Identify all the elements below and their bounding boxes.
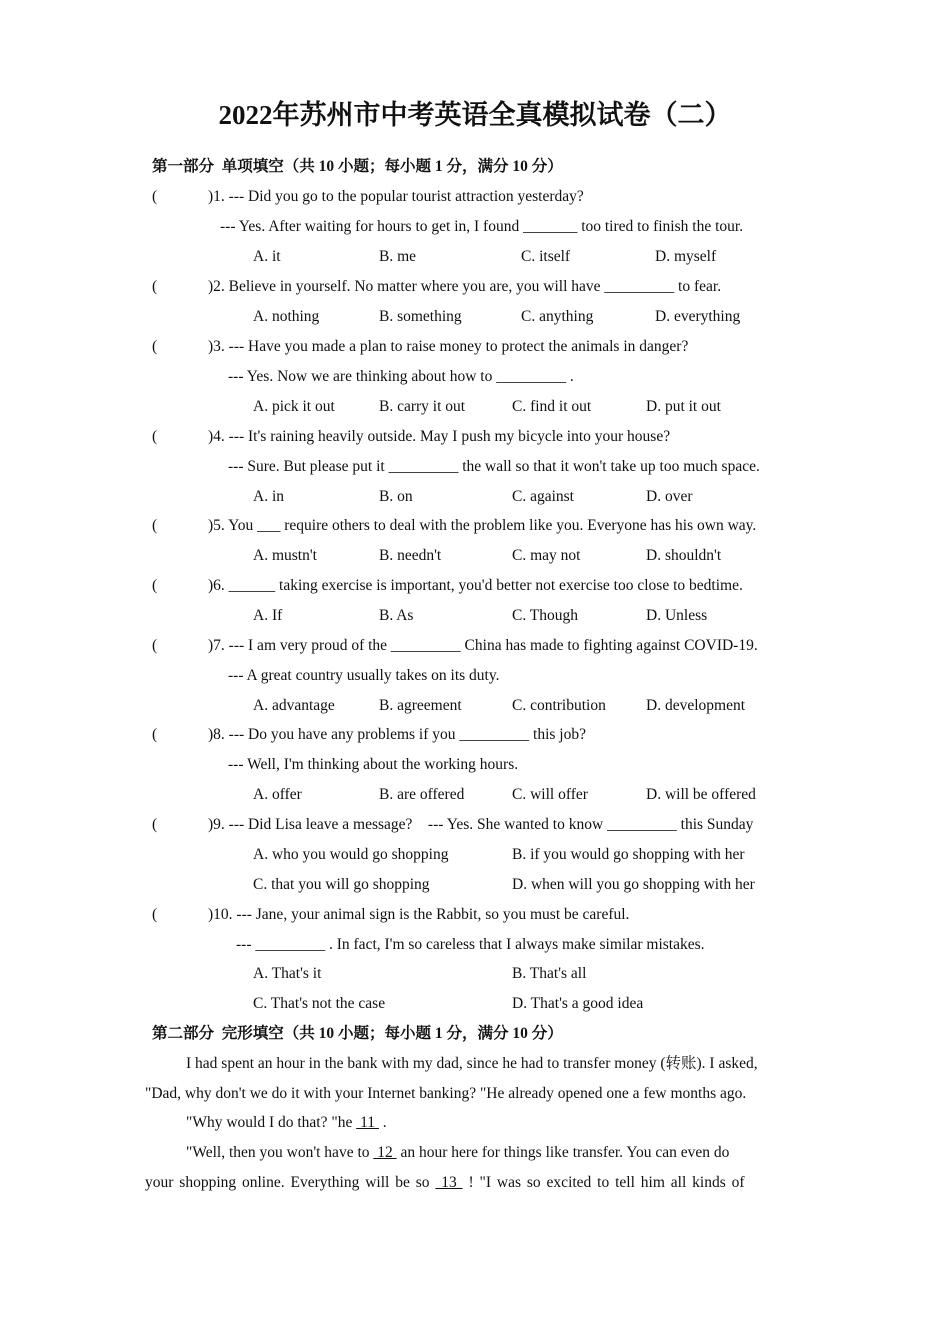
q7-stem: )7. --- I am very proud of the _________ China has made to fighting against COVID-19. — [208, 637, 758, 654]
q5-stem: )5. You ___ require others to deal with the problem like you. Everyone has his own way. — [208, 517, 757, 534]
q9-option-b: B. if you would go shopping with her — [512, 846, 745, 863]
q8-stem2: --- Well, I'm thinking about the working hours. — [228, 756, 519, 773]
q4-paren: ( — [152, 428, 158, 445]
q4-option-d: D. over — [646, 488, 693, 505]
q8-option-d: D. will be offered — [646, 786, 756, 803]
q4-option-b: B. on — [379, 488, 413, 505]
q6-paren: ( — [152, 577, 158, 594]
q3-stem: )3. --- Have you made a plan to raise money to protect the animals in danger? — [208, 338, 689, 355]
q1-option-a: A. it — [253, 248, 281, 265]
q5-paren: ( — [152, 517, 158, 534]
q7-paren: ( — [152, 637, 158, 654]
q1-stem: )1. --- Did you go to the popular tourist attraction yesterday? — [208, 188, 584, 205]
q6-stem: )6. ______ taking exercise is important, you'd better not exercise too close to bedtime. — [208, 577, 743, 594]
q7-option-a: A. advantage — [253, 697, 335, 714]
q8-paren: ( — [152, 726, 158, 743]
q10-option-a: A. That's it — [253, 965, 322, 982]
q9-paren: ( — [152, 816, 158, 833]
q7-option-d: D. development — [646, 697, 746, 714]
q1-option-c: C. itself — [521, 248, 571, 265]
blank-11: 11 — [356, 1114, 379, 1131]
q2-option-c: C. anything — [521, 308, 594, 325]
q9-option-c: C. that you will go shopping — [253, 876, 430, 893]
q1-paren: ( — [152, 188, 158, 205]
passage-text: . — [378, 1114, 387, 1131]
q8-option-a: A. offer — [253, 786, 302, 803]
q5-option-a: A. mustn't — [253, 547, 317, 564]
passage-text: your shopping online. Everything will be so — [145, 1174, 436, 1191]
passage-line: I had spent an hour in the bank with my dad, since he had to transfer money (转账). I asked, — [186, 1055, 758, 1072]
q6-option-a: A. If — [253, 607, 283, 624]
passage-line — [186, 1143, 729, 1163]
q2-stem: )2. Believe in yourself. No matter where you are, you will have _________ to fear. — [208, 278, 722, 295]
q3-stem2: --- Yes. Now we are thinking about how to _________ . — [228, 368, 574, 385]
part2-heading: 第二部分 完形填空（共 10 小题；每小题 1 分，满分 10 分） — [152, 1025, 563, 1042]
q10-paren: ( — [152, 906, 158, 923]
q5-option-d: D. shouldn't — [646, 547, 722, 564]
q2-option-d: D. everything — [655, 308, 741, 325]
q4-option-c: C. against — [512, 488, 574, 505]
q1-option-b: B. me — [379, 248, 417, 265]
q3-option-b: B. carry it out — [379, 398, 466, 415]
q3-paren: ( — [152, 338, 158, 355]
passage-text: an hour here for things like transfer. You can even do — [396, 1144, 730, 1161]
q8-stem: )8. --- Do you have any problems if you _________ this job? — [208, 726, 586, 743]
q5-option-c: C. may not — [512, 547, 581, 564]
q10-option-d: D. That's a good idea — [512, 995, 644, 1012]
q2-option-b: B. something — [379, 308, 462, 325]
q7-stem2: --- A great country usually takes on its duty. — [228, 667, 500, 684]
q3-option-d: D. put it out — [646, 398, 721, 415]
passage-text: "Why would I do that? "he — [186, 1114, 357, 1131]
q1-stem2: --- Yes. After waiting for hours to get in, I found _______ too tired to finish the tour. — [220, 218, 744, 235]
q5-option-b: B. needn't — [379, 547, 442, 564]
passage-text: ! "I was so excited to tell him all kinds of — [462, 1174, 745, 1191]
q8-option-c: C. will offer — [512, 786, 588, 803]
passage-text: "Well, then you won't have to — [186, 1144, 374, 1161]
passage-line — [186, 1113, 387, 1133]
q7-option-b: B. agreement — [379, 697, 462, 714]
q3-option-c: C. find it out — [512, 398, 592, 415]
q4-stem2: --- Sure. But please put it _________ the wall so that it won't take up too much space. — [228, 458, 760, 475]
q10-option-b: B. That's all — [512, 965, 587, 982]
q9-option-d: D. when will you go shopping with her — [512, 876, 755, 893]
q10-stem2: --- _________ . In fact, I'm so careless that I always make similar mistakes. — [236, 936, 705, 953]
q4-option-a: A. in — [253, 488, 284, 505]
q3-option-a: A. pick it out — [253, 398, 335, 415]
passage-line: "Dad, why don't we do it with your Internet banking? "He already opened one a few months ago. — [145, 1085, 747, 1102]
q10-option-c: C. That's not the case — [253, 995, 386, 1012]
q9-stem: )9. --- Did Lisa leave a message? --- Yes. She wanted to know _________ this Sunday — [208, 816, 754, 833]
q2-option-a: A. nothing — [253, 308, 320, 325]
q1-option-d: D. myself — [655, 248, 717, 265]
q8-option-b: B. are offered — [379, 786, 465, 803]
page-title: 2022年苏州市中考英语全真模拟试卷（二） — [218, 100, 732, 130]
blank-12: 12 — [373, 1144, 397, 1161]
q10-stem: )10. --- Jane, your animal sign is the Rabbit, so you must be careful. — [208, 906, 630, 923]
passage-line — [145, 1173, 745, 1193]
part1-heading: 第一部分 单项填空（共 10 小题；每小题 1 分，满分 10 分） — [152, 158, 563, 175]
q4-stem: )4. --- It's raining heavily outside. May I push my bicycle into your house? — [208, 428, 671, 445]
q9-option-a: A. who you would go shopping — [253, 846, 449, 863]
blank-13: 13 — [435, 1174, 463, 1191]
q6-option-d: D. Unless — [646, 607, 708, 624]
q6-option-b: B. As — [379, 607, 414, 624]
q2-paren: ( — [152, 278, 158, 295]
q6-option-c: C. Though — [512, 607, 579, 624]
q7-option-c: C. contribution — [512, 697, 606, 714]
